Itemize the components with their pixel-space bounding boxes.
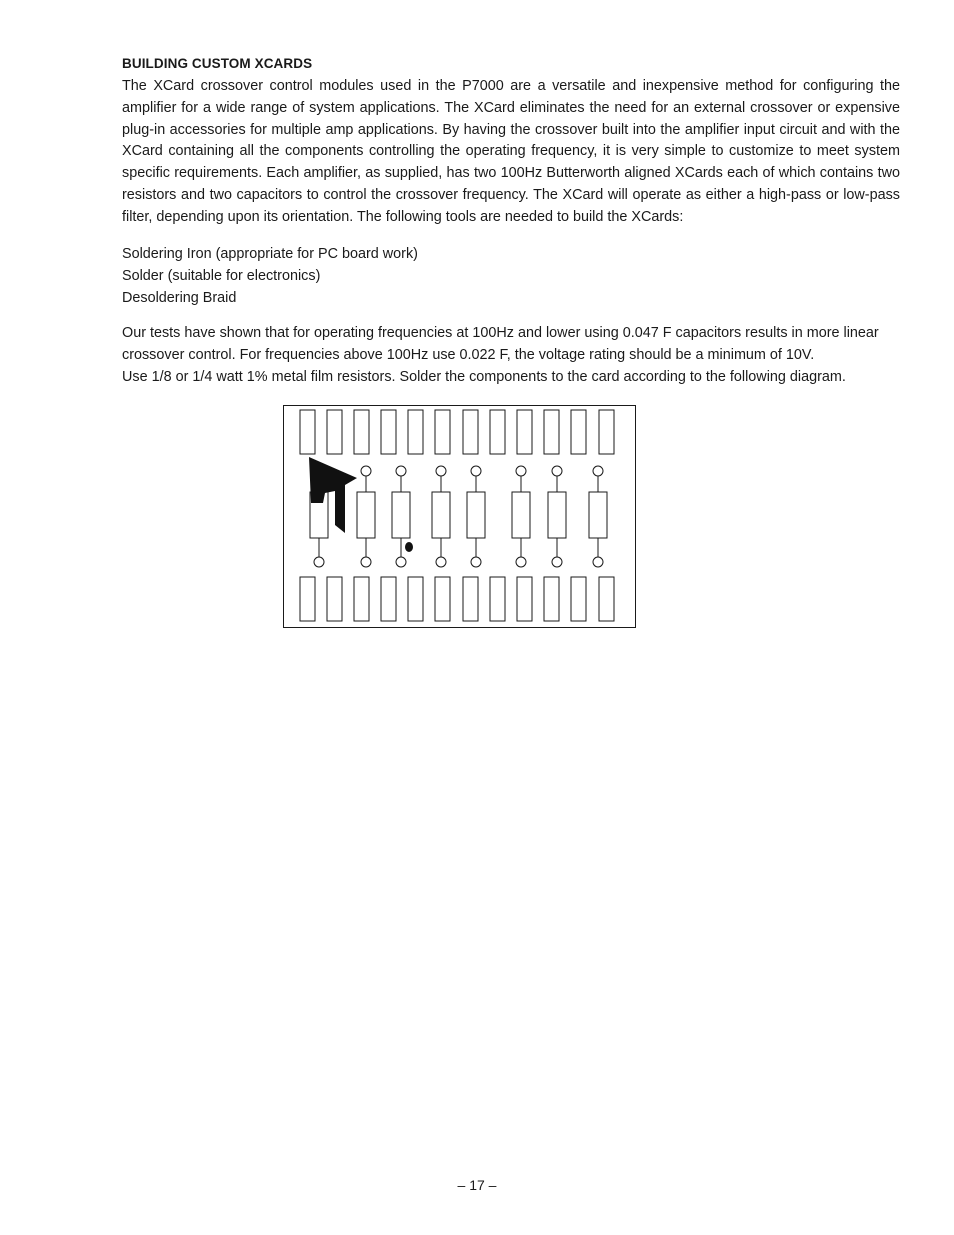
solder-hole	[471, 557, 481, 567]
contact-pad	[463, 410, 478, 454]
tool-item: Solder (suitable for electronics)	[122, 268, 321, 284]
page-number: – 17 –	[457, 1177, 497, 1193]
solder-hole	[552, 557, 562, 567]
contact-pad	[571, 410, 586, 454]
solder-hole	[471, 466, 481, 476]
section-title: BUILDING CUSTOM XCARDS	[122, 56, 313, 71]
contact-pad	[300, 577, 315, 621]
contact-pad	[571, 577, 586, 621]
contact-pad	[381, 577, 396, 621]
tests-line: Our tests have shown that for operating frequencies at 100Hz and lower using 0.047 F capacitors results in more linear	[122, 325, 879, 341]
xcard-diagram	[283, 405, 636, 628]
tests-paragraph	[122, 323, 912, 388]
contact-pad	[435, 410, 450, 454]
solder-hole	[361, 557, 371, 567]
contact-pad	[327, 577, 342, 621]
solder-hole	[436, 466, 446, 476]
contact-pad	[490, 410, 505, 454]
contact-pad	[435, 577, 450, 621]
tests-line: crossover control. For frequencies above 100Hz use 0.022 F, the voltage rating should be a minimum of 10V.	[122, 346, 815, 363]
tool-item: Soldering Iron (appropriate for PC board work)	[122, 246, 418, 262]
contact-pad	[300, 410, 315, 454]
contact-pad	[599, 410, 614, 454]
tools-list	[122, 243, 418, 309]
solder-hole	[552, 466, 562, 476]
component-outline	[392, 492, 410, 538]
solder-hole	[396, 557, 406, 567]
contact-pad	[517, 577, 532, 621]
component-outline	[432, 492, 450, 538]
component-outline	[548, 492, 566, 538]
contact-pad	[517, 410, 532, 454]
contact-pad	[490, 577, 505, 621]
solder-hole	[436, 557, 446, 567]
solder-hole	[314, 557, 324, 567]
contact-pad	[327, 410, 342, 454]
component-outline	[512, 492, 530, 538]
contact-pad	[354, 410, 369, 454]
component-outline	[467, 492, 485, 538]
intro-paragraph: The XCard crossover control modules used in the P7000 are a versatile and inexpensive method for configuring the amplifier for a wide range of system applications. The XCard eliminates the need for an external crossover or expensive plug-in accessories for multiple amp applications. By having the crossover built into the amplifier input circuit and with the XCard containing all the components controlling the operating frequency, it is very simple to customize to meet system specific requirements. Each amplifier, as supplied, has two 100Hz Butterworth aligned XCards each of which contains two resistors and two capacitors to control the crossover frequency. The XCard will operate as either a high-pass or low-pass filter, depending upon its orientation. The following tools are needed to build the XCards:	[122, 78, 900, 225]
contact-pad	[381, 410, 396, 454]
contact-pad	[544, 410, 559, 454]
component-outline	[357, 492, 375, 538]
solder-hole	[516, 557, 526, 567]
contact-pad	[408, 577, 423, 621]
tool-item: Desoldering Braid	[122, 290, 237, 306]
contact-pad	[599, 577, 614, 621]
tests-line: Use 1/8 or 1/4 watt 1% metal film resistors. Solder the components to the card according to the following diagram.	[122, 368, 846, 385]
contact-pad	[463, 577, 478, 621]
solder-hole	[593, 557, 603, 567]
solder-hole	[593, 466, 603, 476]
contact-pad	[544, 577, 559, 621]
component-outline	[589, 492, 607, 538]
solder-hole	[396, 466, 406, 476]
polarity-mark	[405, 542, 413, 552]
contact-pad	[354, 577, 369, 621]
contact-pad	[408, 410, 423, 454]
solder-hole	[516, 466, 526, 476]
solder-hole	[361, 466, 371, 476]
